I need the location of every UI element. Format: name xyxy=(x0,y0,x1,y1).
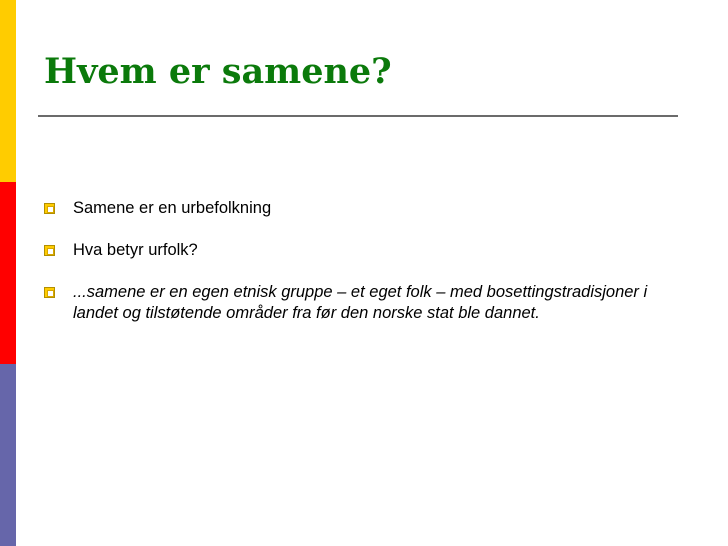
bullet-text: Samene er en urbefolkning xyxy=(73,199,272,217)
square-bullet-icon xyxy=(44,287,55,298)
bullet-item xyxy=(44,198,684,219)
left-stripe-yellow xyxy=(0,0,16,182)
square-bullet-icon xyxy=(44,245,55,256)
bullet-item xyxy=(44,240,684,261)
left-stripe-blue xyxy=(0,364,16,546)
bullet-list xyxy=(44,198,684,345)
square-bullet-icon xyxy=(44,203,55,214)
left-stripe-red xyxy=(0,182,16,364)
bullet-text: Hva betyr urfolk? xyxy=(73,241,198,259)
title-divider xyxy=(38,115,678,117)
bullet-item xyxy=(44,282,684,324)
bullet-text: ...samene er en egen etnisk gruppe – et eget folk – med bosettingstradisjoner i landet og tilstøtende områder fra før den norske stat ble dannet. xyxy=(73,283,648,322)
slide-title: Hvem er samene? xyxy=(44,51,392,92)
